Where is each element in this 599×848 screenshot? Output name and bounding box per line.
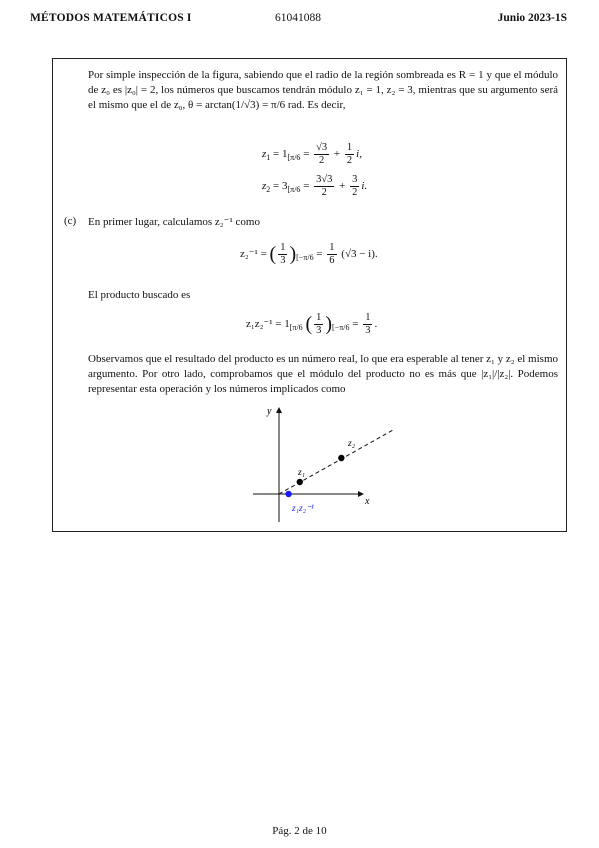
course-title: MÉTODOS MATEMÁTICOS I [30,12,192,24]
eq1-op: + [333,148,341,161]
eq4-den: 3 [316,325,322,336]
eq4-arg2: [−π/6 [332,323,350,333]
eq3-rhs: (√3 − i). [341,248,378,261]
eq3-frac1 [278,242,287,267]
eq4-tail: . [374,318,378,331]
label-product: z₁z₂⁻¹ [292,504,314,514]
eq4-frac2 [363,312,372,337]
eq2-op: + [339,180,346,193]
eq1-mod: 1 [282,148,288,161]
eq1-arg: [π/6 [287,153,301,163]
eq1-lhs: z [262,148,267,161]
equation-z2-inverse: z₂⁻¹ = ( $\frac{1}{3}$ )$_{[-\pi/6}$ = $\frac{1}{6}$ (√3 − i). [240,242,378,266]
item-c-text: En primer lugar, calculamos z₂⁻¹ como [88,216,260,228]
course-code: 61041088 [275,12,321,24]
equation-z2: $z_2 = 3_{[\pi/6}$ = $\frac{3√3}{2}$ + $\frac{3}{2}$ i. [262,174,368,198]
point-product [285,491,291,497]
item-c-label: (c) [64,215,77,227]
complex-plane-figure [245,400,405,525]
eq2-mod: 3 [282,180,288,193]
eq4-eq: = [352,318,359,331]
exam-session: Junio 2023-1S [497,12,567,24]
point-z1 [297,479,303,485]
eq2-lhs-sub: 2 [266,185,271,195]
eq4-lhs: z₁z₂⁻¹ = 1 [246,318,290,331]
eq3-eq: = [316,248,323,261]
eq2-num1: 3√3 [316,174,333,185]
eq3-den: 3 [280,255,286,266]
point-z2 [338,455,344,461]
equation-z1: $z_1 = 1_{[\pi/6}$ = $\frac{√3}{2}$ + $\frac{1}{2}$ i, [262,142,362,166]
eq3-num2: 1 [329,242,335,253]
paragraph-observation: Observamos que el resultado del producto es un número real, lo que era esperable al tener z₁ y z₂ el mismo argumento. Por otro lado, comprobamos que el módulo del producto no es más que |z₁|/|z₂|. Podemos representar esta operación y los números implicados como [88,353,558,395]
eq1-num2: 1 [346,142,353,153]
x-axis-label: x [365,496,370,507]
eq3-arg: [−π/6 [296,253,314,263]
eq2-den2: 2 [352,187,358,198]
eq4-frac1 [314,312,323,337]
paragraph-product: El producto buscado es [88,289,191,301]
y-axis-label: y [267,406,272,417]
equation-product: $z_1z_2^{-1} = 1_{[\pi/6}$ ( $\frac{1}{3}$ )$_{[-\pi/6}$ = $\frac{1}{3}$ . [246,312,378,336]
eq3-den2: 6 [329,255,335,266]
label-z1: z₁ [298,468,305,478]
eq4-num: 1 [316,312,322,323]
eq1-frac2 [345,142,354,167]
eq3-lhs: z₂⁻¹ = [240,248,267,261]
label-z2: z₂ [348,439,355,449]
eq3-frac2 [327,242,336,267]
eq1-num1: √3 [316,142,328,153]
eq1-lhs-sub: 1 [266,153,271,163]
eq2-num2: 3 [352,174,358,185]
eq2-arg: [π/6 [287,185,301,195]
eq1-den1: 2 [319,155,325,166]
eq4-arg1: [π/6 [289,323,303,333]
eq2-lhs: z [262,180,267,193]
eq2-den1: 2 [321,187,327,198]
eq2-frac1 [314,174,334,199]
page-number: Pág. 2 de 10 [272,825,327,837]
eq2-frac2 [350,174,359,199]
paragraph-intro: Por simple inspección de la figura, sabiendo que el radio de la región sombreada es R = 1 y que el módulo de z₀ es |z₀| = 2, los números que buscamos tendrán módulo z₁ = 1, z₂ = 3, mientras que su argumento será el mismo que el de z₀, θ = arctan(1/√3) = π/6 rad. Es decir, [88,69,558,111]
eq1-frac1 [314,142,329,167]
eq1-tail: i, [356,148,362,161]
eq1-den2: 2 [346,155,353,166]
argument-ray [279,430,393,494]
eq4-den2: 3 [365,325,371,336]
eq2-tail: i. [361,180,368,193]
eq3-num: 1 [280,242,286,253]
eq4-num2: 1 [365,312,371,323]
